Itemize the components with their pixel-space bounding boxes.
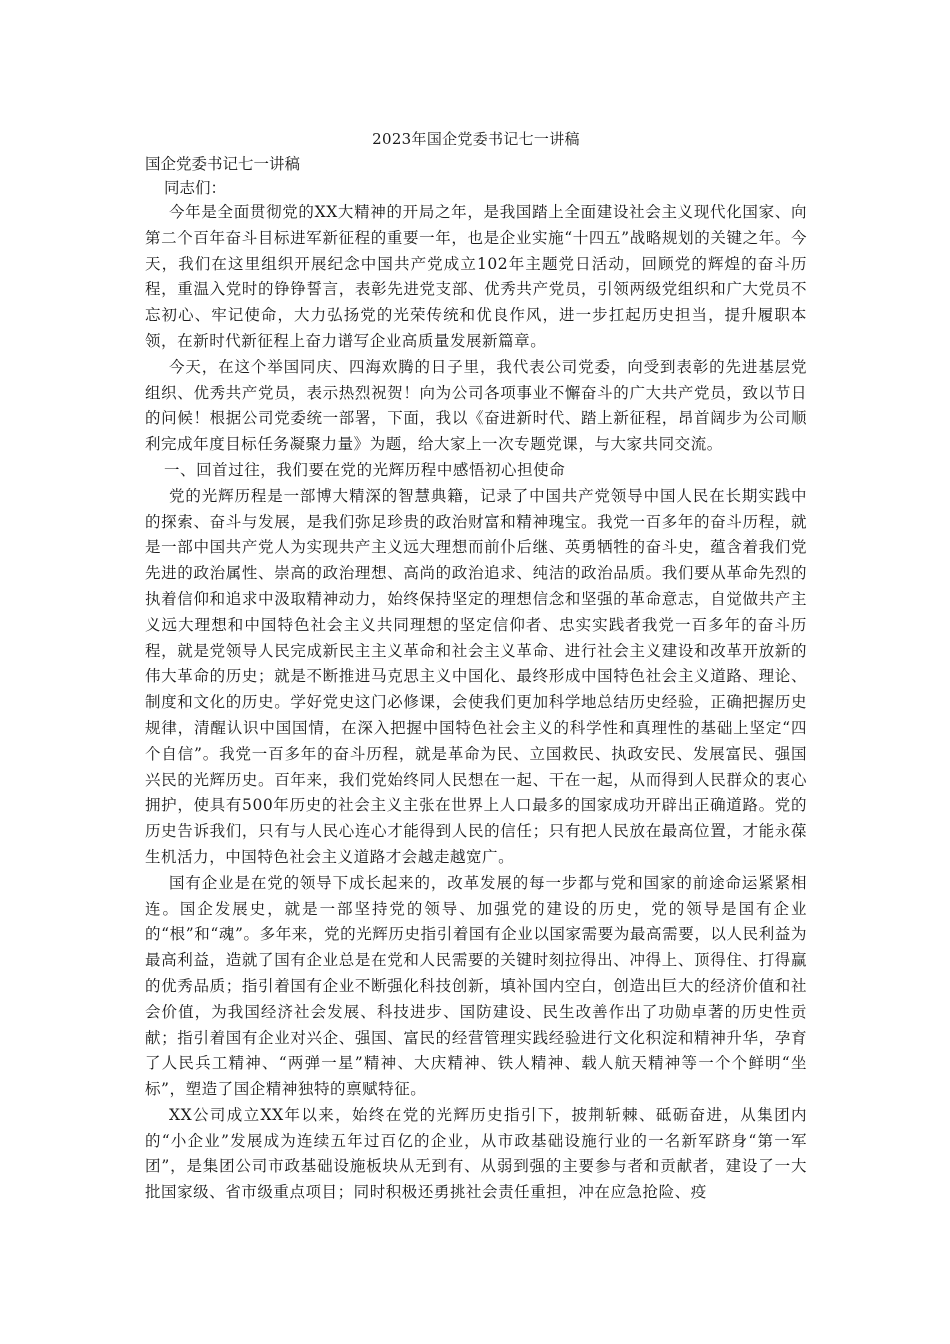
paragraph-section1-3: XX公司成立XX年以来，始终在党的光辉历史指引下，披荆斩棘、砥砺奋进，从集团内的“小企业”发展成为连续五年过百亿的企业，从市政基础设施行业的一名新军跻身“第一军团”，是集团公司市政基础设施板块从无到有、从弱到强的主要参与者和贡献者，建设了一大批国家级、省市级重点项目；同时积极还勇挑社会责任重担，冲在应急抢险、疫 — [145, 1105, 807, 1202]
document-title: 2023年国企党委书记七一讲稿 — [372, 130, 580, 148]
paragraph-intro-1: 今年是全面贯彻党的XX大精神的开局之年，是我国踏上全面建设社会主义现代化国家、向第二个百年奋斗目标进军新征程的重要一年，也是企业实施“十四五”战略规划的关键之年。今天，我们在这里组织开展纪念中国共产党成立102年主题党日活动，回顾党的辉煌的奋斗历程，重温入党时的铮铮誓言，表彰先进党支部、优秀共产党员，引领两级党组织和广大党员不忘初心、牢记使命，大力弘扬党的光荣传统和优良作风，进一步扛起历史担当，提升履职本领，在新时代新征程上奋力谱写企业高质量发展新篇章。 — [145, 203, 807, 350]
document-subtitle: 国企党委书记七一讲稿 — [145, 155, 301, 173]
section-heading-1: 一、回首过往，我们要在党的光辉历程中感悟初心担使命 — [164, 460, 566, 479]
paragraph-section1-1: 党的光辉历程是一部博大精深的智慧典籍，记录了中国共产党领导中国人民在长期实践中的探索、奋斗与发展，是我们弥足珍贵的政治财富和精神瑰宝。我党一百多年的奋斗历程，就是一部中国共产党人为实现共产主义远大理想而前仆后继、英勇牺牲的奋斗史，蕴含着我们党先进的政治属性、崇高的政治理想、高尚的政治追求、纯洁的政治品质。我们要从革命先烈的执着信仰和追求中汲取精神动力，始终保持坚定的理想信念和坚强的革命意志，自觉做共产主义远大理想和中国特色社会主义共同理想的坚定信仰者、忠实实践者我党一百多年的奋斗历程，就是党领导人民完成新民主主义革命和社会主义革命、进行社会主义建设和改革开放新的伟大革命的历史；就是不断推进马克思主义中国化、最终形成中国特色社会主义道路、理论、制度和文化的历史。学好党史这门必修课，会使我们更加科学地总结历史经验，正确把握历史规律，清醒认识中国国情，在深入把握中国特色社会主义的科学性和真理性的基础上坚定“四个自信”。我党一百多年的奋斗历程，就是革命为民、立国救民、执政安民、发展富民、强国兴民的光辉历史。百年来，我们党始终同人民想在一起、干在一起，从而得到人民群众的衷心拥护，使具有500年历史的社会主义主张在世界上人口最多的国家成功开辟出正确道路。党的历史告诉我们，只有与人民心连心才能得到人民的信任；只有把人民放在最高位置，才能永葆生机活力，中国特色社会主义道路才会越走越宽广。 — [145, 486, 807, 866]
paragraph-section1-2: 国有企业是在党的领导下成长起来的，改革发展的每一步都与党和国家的前途命运紧紧相连。国企发展史，就是一部坚持党的领导、加强党的建设的历史，党的领导是国有企业的“根”和“魂”。多年来，党的光辉历史指引着国有企业以国家需要为最高需要，以人民利益为最高利益，造就了国有企业总是在党和人民需要的关键时刻拉得出、冲得上、顶得住、打得赢的优秀品质；指引着国有企业不断强化科技创新，填补国内空白，创造出巨大的经济价值和社会价值，为我国经济社会发展、科技进步、国防建设、民生改善作出了功勋卓著的历史性贡献；指引着国有企业对兴企、强国、富民的经营管理实践经验进行文化积淀和精神升华，孕育了人民兵工精神、“两弹一星”精神、大庆精神、铁人精神、载人航天精神等一个个鲜明“坐标”，塑造了国企精神独特的禀赋特征。 — [145, 873, 807, 1099]
document-page — [145, 127, 807, 1206]
greeting: 同志们： — [164, 179, 227, 197]
paragraph-intro-2: 今天，在这个举国同庆、四海欢腾的日子里，我代表公司党委，向受到表彰的先进基层党组织、优秀共产党员，表示热烈祝贺！向为公司各项事业不懈奋斗的广大共产党员，致以节日的问候！根据公司党委统一部署，下面，我以《奋进新时代、踏上新征程，昂首阔步为公司顺利完成年度目标任务凝聚力量》为题，给大家上一次专题党课，与大家共同交流。 — [145, 357, 807, 454]
